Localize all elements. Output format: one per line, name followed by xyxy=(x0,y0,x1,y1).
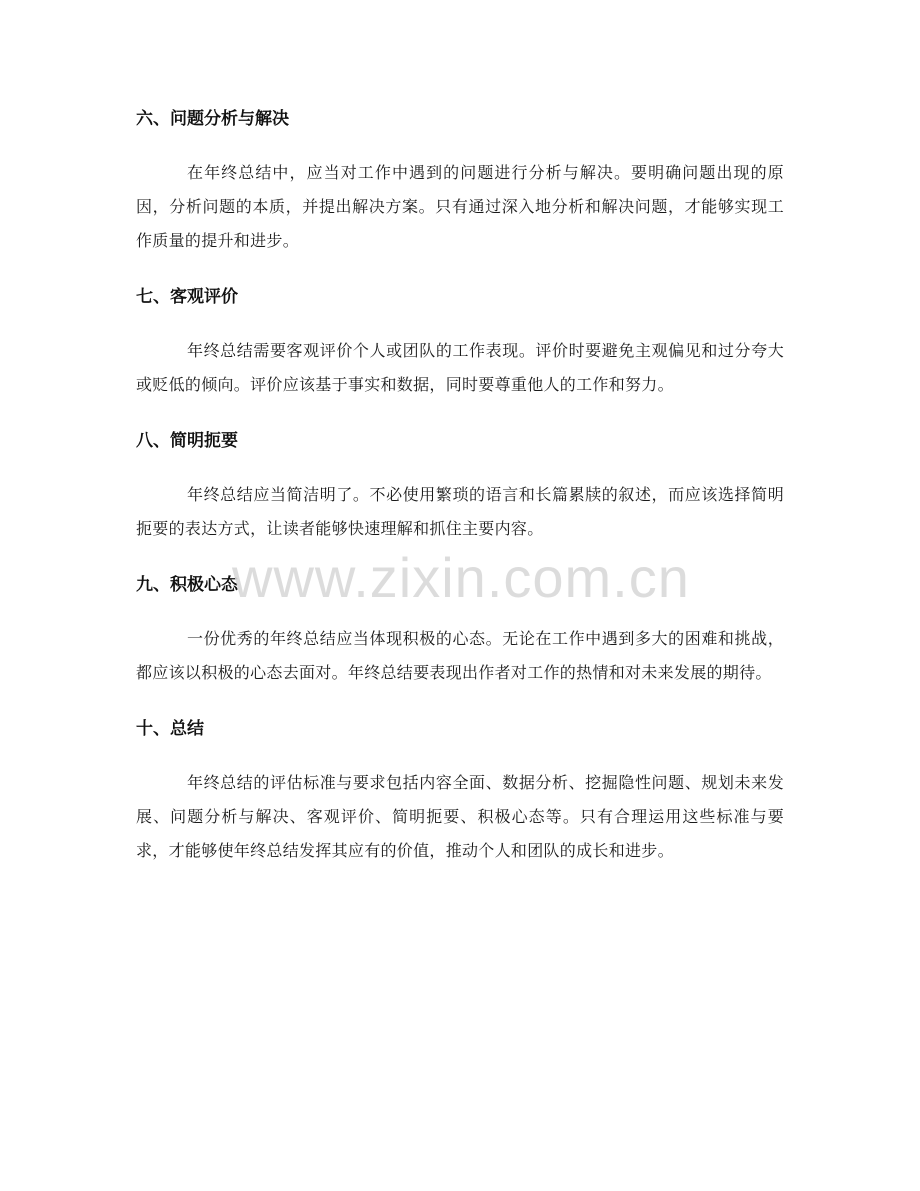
watermark: www.zixin.com.cn xyxy=(232,546,690,609)
section-heading-6: 六、问题分析与解决 xyxy=(136,109,289,129)
document-content xyxy=(136,104,784,892)
section-heading-7: 七、客观评价 xyxy=(136,287,238,307)
section-body-9: 一份优秀的年终总结应当体现积极的心态。无论在工作中遇到多大的困难和挑战，都应该以积极的心态去面对。年终总结要表现出作者对工作的热情和对未来发展的期待。 xyxy=(136,629,784,682)
section-body-10: 年终总结的评估标准与要求包括内容全面、数据分析、挖掘隐性问题、规划未来发展、问题分析与解决、客观评价、简明扼要、积极心态等。只有合理运用这些标准与要求，才能够使年终总结发挥其应有的价值，推动个人和团队的成长和进步。 xyxy=(136,773,784,860)
section-heading-9: 九、积极心态 xyxy=(136,575,238,595)
section-heading-8: 八、简明扼要 xyxy=(136,431,238,451)
section-body-6: 在年终总结中，应当对工作中遇到的问题进行分析与解决。要明确问题出现的原因，分析问题的本质，并提出解决方案。只有通过深入地分析和解决问题，才能够实现工作质量的提升和进步。 xyxy=(136,163,784,250)
section-heading-10: 十、总结 xyxy=(136,719,204,739)
section-body-8: 年终总结应当简洁明了。不必使用繁琐的语言和长篇累牍的叙述，而应该选择简明扼要的表达方式，让读者能够快速理解和抓住主要内容。 xyxy=(136,485,784,538)
section-body-7: 年终总结需要客观评价个人或团队的工作表现。评价时要避免主观偏见和过分夸大或贬低的倾向。评价应该基于事实和数据，同时要尊重他人的工作和努力。 xyxy=(136,341,784,394)
